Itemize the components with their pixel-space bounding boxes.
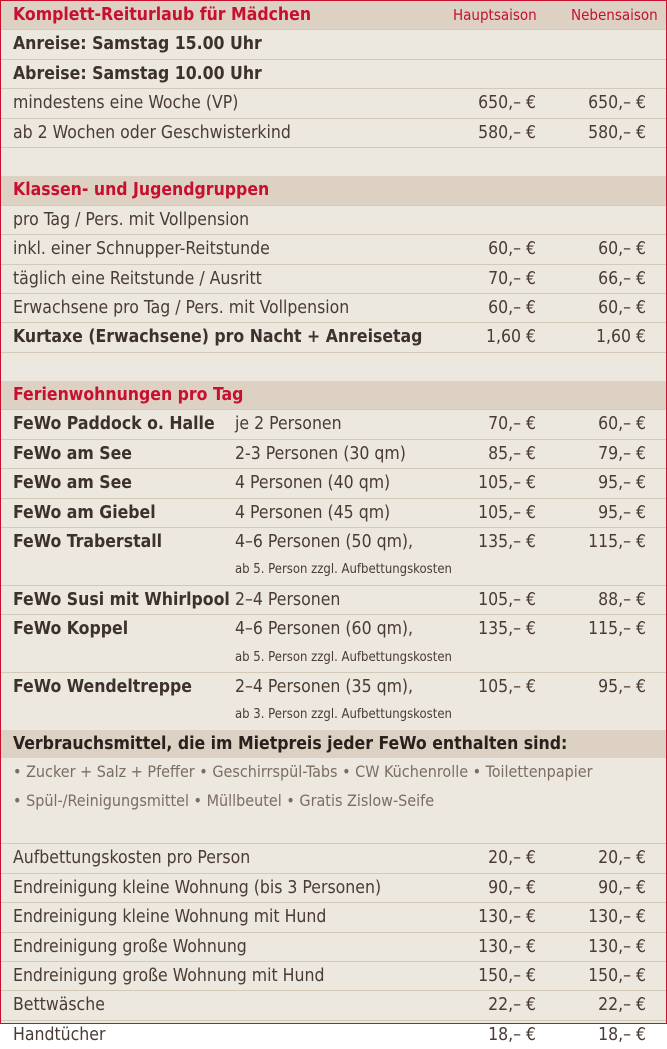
price-nebensaison: 650,– €	[588, 93, 646, 114]
price-hauptsaison: 22,– €	[488, 995, 536, 1016]
apartment-persons: 4–6 Personen (50 qm),	[235, 532, 414, 553]
price-nebensaison: 130,– €	[588, 907, 646, 928]
price-nebensaison: 130,– €	[588, 936, 646, 957]
price-hauptsaison: 150,– €	[478, 965, 536, 986]
price-hauptsaison: 650,– €	[478, 93, 536, 114]
table-row	[1, 59, 666, 88]
apartment-name: FeWo am Giebel	[13, 502, 156, 523]
table-row	[1, 234, 666, 263]
supplies-list: • Spül-/Reinigungsmittel • Müllbeutel • Gratis Zislow-Seife	[13, 790, 435, 810]
table-row	[1, 932, 666, 961]
table-row	[1, 205, 666, 234]
price-nebensaison: 18,– €	[598, 1024, 646, 1045]
column-header-hauptsaison: Hauptsaison	[453, 6, 537, 24]
row-label: pro Tag / Pers. mit Vollpension	[13, 209, 250, 230]
price-hauptsaison: 130,– €	[478, 936, 536, 957]
row-label: mindestens eine Woche (VP)	[13, 93, 239, 114]
apartment-persons: 4 Personen (40 qm)	[235, 473, 391, 494]
apartment-persons: 4–6 Personen (60 qm),	[235, 619, 414, 640]
row-label: Bettwäsche	[13, 995, 105, 1016]
row-label: Endreinigung große Wohnung mit Hund	[13, 965, 325, 986]
price-hauptsaison: 60,– €	[488, 239, 536, 260]
apartment-row	[1, 439, 666, 468]
row-label: Kurtaxe (Erwachsene) pro Nacht + Anreisetag	[13, 327, 423, 348]
extra-bed-note: ab 5. Person zzgl. Aufbettungskosten	[235, 562, 452, 578]
apartment-name: FeWo Paddock o. Halle	[13, 414, 215, 435]
price-nebensaison: 22,– €	[598, 995, 646, 1016]
table-row	[1, 1020, 666, 1049]
row-label: Endreinigung kleine Wohnung mit Hund	[13, 907, 327, 928]
row-label: inkl. einer Schnupper-Reitstunde	[13, 239, 270, 260]
spacer-row	[1, 815, 666, 843]
apartment-persons: 2–4 Personen (35 qm),	[235, 676, 414, 697]
table-row	[1, 88, 666, 117]
apartment-name: FeWo Traberstall	[13, 532, 163, 553]
section-title-ferienwohnungen: Ferienwohnungen pro Tag	[13, 385, 244, 406]
note-row	[1, 644, 666, 672]
table-row	[1, 293, 666, 322]
price-nebensaison: 79,– €	[598, 443, 646, 464]
price-hauptsaison: 135,– €	[478, 619, 536, 640]
price-hauptsaison: 60,– €	[488, 297, 536, 318]
apartment-row	[1, 468, 666, 497]
note-row	[1, 556, 666, 584]
section-title-reiturlaub: Komplett-Reiturlaub für Mädchen	[13, 5, 312, 25]
price-hauptsaison: 18,– €	[488, 1024, 536, 1045]
table-row	[1, 29, 666, 58]
table-row	[1, 118, 666, 147]
apartment-name: FeWo am See	[13, 473, 132, 494]
price-nebensaison: 95,– €	[598, 502, 646, 523]
price-hauptsaison: 105,– €	[478, 676, 536, 697]
column-header-nebensaison: Nebensaison	[571, 6, 658, 24]
apartment-persons: 4 Personen (45 qm)	[235, 502, 391, 523]
table-row	[1, 902, 666, 931]
extra-bed-note: ab 3. Person zzgl. Aufbettungskosten	[235, 707, 452, 723]
price-hauptsaison: 105,– €	[478, 502, 536, 523]
price-hauptsaison: 105,– €	[478, 473, 536, 494]
price-nebensaison: 115,– €	[588, 532, 646, 553]
price-nebensaison: 60,– €	[598, 239, 646, 260]
apartment-row	[1, 672, 666, 701]
table-row	[1, 873, 666, 902]
price-nebensaison: 88,– €	[598, 589, 646, 610]
price-hauptsaison: 70,– €	[488, 268, 536, 289]
price-nebensaison: 150,– €	[588, 965, 646, 986]
price-hauptsaison: 105,– €	[478, 589, 536, 610]
price-hauptsaison: 20,– €	[488, 848, 536, 869]
apartment-name: FeWo Wendeltreppe	[13, 676, 192, 697]
price-nebensaison: 20,– €	[598, 848, 646, 869]
section-title-verbrauchsmittel: Verbrauchsmittel, die im Mietpreis jeder FeWo enthalten sind:	[13, 733, 568, 754]
price-nebensaison: 1,60 €	[595, 327, 646, 348]
row-label: Endreinigung kleine Wohnung (bis 3 Personen)	[13, 877, 382, 898]
apartment-row	[1, 498, 666, 527]
table-row	[1, 990, 666, 1019]
price-hauptsaison: 85,– €	[488, 443, 536, 464]
apartment-persons: 2–4 Personen	[235, 589, 341, 610]
row-label: Anreise: Samstag 15.00 Uhr	[13, 34, 262, 55]
price-hauptsaison: 130,– €	[478, 907, 536, 928]
price-hauptsaison: 1,60 €	[485, 327, 536, 348]
table-row	[1, 961, 666, 990]
apartment-row	[1, 527, 666, 556]
price-nebensaison: 90,– €	[598, 877, 646, 898]
section-header-row	[1, 730, 666, 758]
apartment-name: FeWo Koppel	[13, 619, 129, 640]
row-label: Erwachsene pro Tag / Pers. mit Vollpension	[13, 297, 350, 318]
section-header-row	[1, 381, 666, 409]
price-hauptsaison: 580,– €	[478, 122, 536, 143]
apartment-name: FeWo am See	[13, 443, 132, 464]
row-label: Endreinigung große Wohnung	[13, 936, 247, 957]
spacer-row	[1, 147, 666, 176]
apartment-row	[1, 614, 666, 643]
price-nebensaison: 95,– €	[598, 676, 646, 697]
spacer-row	[1, 352, 666, 381]
table-row	[1, 264, 666, 293]
header-row	[1, 1, 666, 29]
price-nebensaison: 580,– €	[588, 122, 646, 143]
apartment-persons: 2-3 Personen (30 qm)	[235, 443, 406, 464]
price-nebensaison: 115,– €	[588, 619, 646, 640]
row-label: ab 2 Wochen oder Geschwisterkind	[13, 122, 291, 143]
row-label: Handtücher	[13, 1024, 106, 1045]
note-row	[1, 701, 666, 729]
apartment-persons: je 2 Personen	[235, 414, 342, 435]
apartment-row	[1, 585, 666, 614]
price-hauptsaison: 135,– €	[478, 532, 536, 553]
supplies-row	[1, 787, 666, 815]
price-nebensaison: 66,– €	[598, 268, 646, 289]
extra-bed-note: ab 5. Person zzgl. Aufbettungskosten	[235, 649, 452, 665]
supplies-list: • Zucker + Salz + Pfeffer • Geschirrspül-Tabs • CW Küchenrolle • Toilettenpapier	[13, 762, 593, 782]
apartment-name: FeWo Susi mit Whirlpool	[13, 589, 230, 610]
section-header-row	[1, 176, 666, 204]
table-row	[1, 843, 666, 872]
price-nebensaison: 60,– €	[598, 414, 646, 435]
price-hauptsaison: 90,– €	[488, 877, 536, 898]
table-row	[1, 322, 666, 351]
supplies-row	[1, 758, 666, 786]
row-label: täglich eine Reitstunde / Ausritt	[13, 268, 262, 289]
row-label: Aufbettungskosten pro Person	[13, 848, 251, 869]
price-nebensaison: 95,– €	[598, 473, 646, 494]
row-label: Abreise: Samstag 10.00 Uhr	[13, 63, 262, 84]
apartment-row	[1, 409, 666, 438]
section-title-gruppen: Klassen- und Jugendgruppen	[13, 180, 270, 201]
price-nebensaison: 60,– €	[598, 297, 646, 318]
price-hauptsaison: 70,– €	[488, 414, 536, 435]
